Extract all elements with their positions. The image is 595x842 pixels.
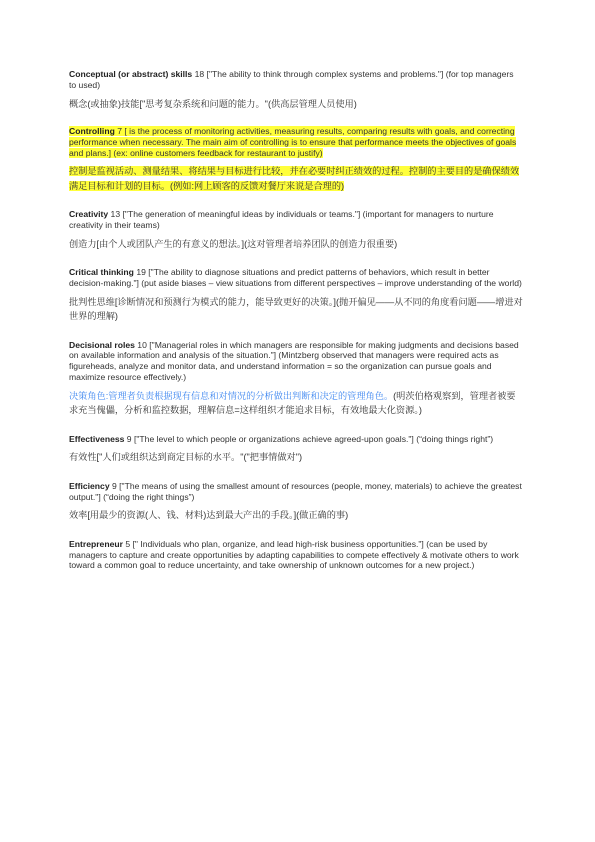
entry-efficiency [69, 481, 523, 523]
entry-entrepreneur [69, 539, 523, 571]
entry-english [69, 209, 523, 231]
entry-term: Decisional roles [69, 339, 135, 350]
entry-definition: 10 ["Managerial roles in which managers are responsible for making judgments and decisions based on available information and analysis of the situation."] (Mintzberg observed that managers were required acts as figureheads, analyze and monitor data, and understand information = so the organization can pursue goals and maximize resource effectively.) [69, 339, 519, 382]
entry-english [69, 126, 523, 158]
entry-decisional-roles [69, 340, 523, 418]
entry-critical-thinking [69, 267, 523, 323]
document-page [69, 69, 523, 571]
entry-english [69, 481, 523, 503]
entry-chinese: 效率[用最少的资源(人、钱、材料)达到最大产出的手段。](做正确的事) [69, 510, 349, 521]
entry-effectiveness [69, 434, 523, 465]
entry-chinese [69, 164, 523, 193]
entry-term: Creativity [69, 209, 109, 220]
entry-term: Conceptual (or abstract) skills [69, 69, 193, 79]
entry-chinese: 概念(或抽象)技能["思考复杂系统和问题的能力。"(供高层管理人员使用) [69, 98, 357, 109]
entry-controlling [69, 126, 523, 193]
entry-chinese: 创造力[由个人或团队产生的有意义的想法。](这对管理者培养团队的创造力很重要) [69, 238, 398, 249]
entry-chinese-rest: (明茨伯格观察到，管理者被要求充当傀儡，分析和监控数据，理解信息=这样组织才能追求目标，有效地最大化资源。) [69, 390, 516, 416]
entry-english [69, 69, 523, 91]
entry-creativity [69, 209, 523, 251]
blue-text: 决策角色:管理者负责根据现有信息和对情况的分析做出判断和决定的管理角色。 [69, 390, 394, 401]
entry-definition: 9 ["The means of using the smallest amount of resources (people, money, materials) to achieve the greatest output."] (“doing the right things”) [69, 480, 522, 502]
entry-term: Efficiency [69, 480, 110, 491]
entry-definition: 7 [ is the process of monitoring activities, measuring results, comparing results with goals, and correcting performance when necessary. The main aim of controlling is to ensure that performance meets the objectives of goals and plans.] (ex: online customers feedback for restaurant to justify) [69, 126, 517, 158]
entry-term: Effectiveness [69, 433, 125, 444]
entry-term: Critical thinking [69, 267, 134, 278]
entry-term: Entrepreneur [69, 538, 123, 549]
entry-chinese: 有效性["人们或组织达到商定目标的水平。"("把事情做对") [69, 452, 303, 463]
entry-english [69, 340, 523, 383]
entry-english [69, 434, 523, 445]
entry-definition: 9 ["The level to which people or organizations achieve agreed-upon goals."] (“doing things right”) [124, 433, 494, 444]
entry-term: Controlling [69, 126, 115, 136]
entry-conceptual-skills [69, 69, 523, 111]
entry-english [69, 539, 523, 571]
entry-definition: 5 [" Individuals who plan, organize, and lead high-risk business opportunities."] (can be used by managers to capture and create opportunities by adapting capabilities to compete effectively & motivate others to work toward a common goal to reduce uncertainty, and take ownership of unknown outcomes for a new project.) [69, 538, 519, 571]
entry-definition: 19 ["The ability to diagnose situations and predict patterns of behaviors, which result in better decision-making."] (put aside biases – view situations from different perspectives – improve understanding of the world) [69, 267, 522, 288]
highlighted-text: 控制是监视活动、测量结果、将结果与目标进行比较，并在必要时纠正绩效的过程。控制的主要目的是确保绩效满足目标和计划的目标。(例如:网上顾客的反馈对餐厅来说是合理的) [69, 166, 520, 191]
entry-definition: 13 ["The generation of meaningful ideas by individuals or teams."] (important for managers to nurture creativity in their teams) [69, 209, 494, 230]
entry-english [69, 267, 523, 289]
entry-chinese: 批判性思维[诊断情况和预测行为模式的能力，能导致更好的决策。](抛开偏见——从不同的角度看问题——增进对世界的理解) [69, 296, 523, 322]
entry-chinese [69, 389, 523, 418]
entry-definition: 18 ["The ability to think through complex systems and problems."] (for top managers to used) [69, 69, 514, 90]
